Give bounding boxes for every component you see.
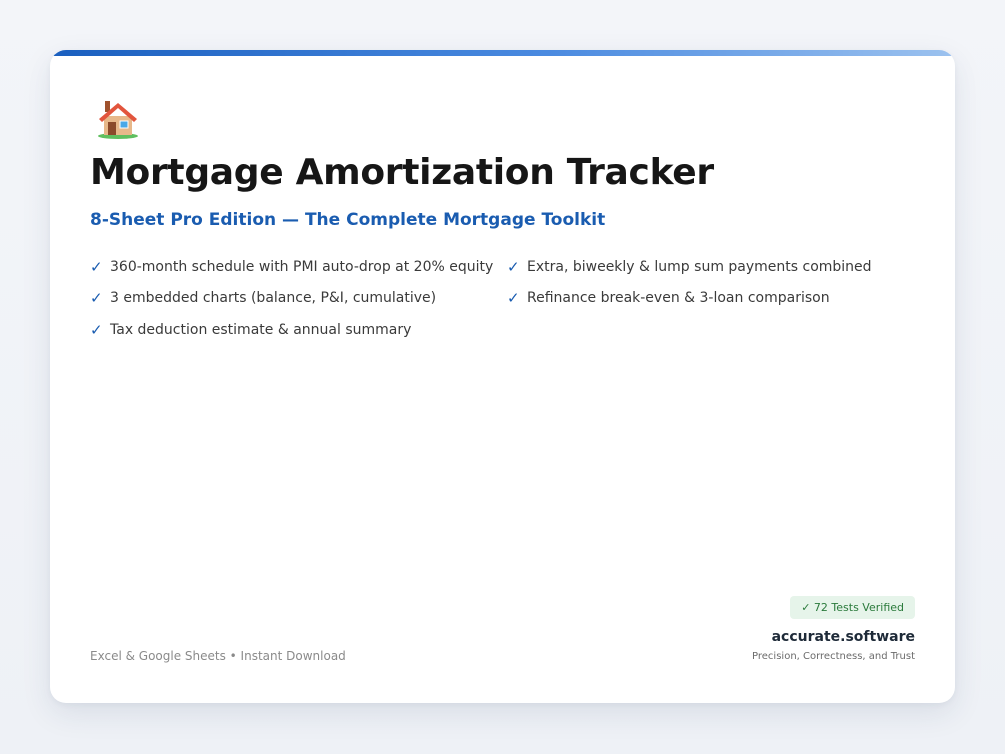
check-icon: ✓ [90,258,103,276]
check-icon: ✓ [90,289,103,307]
feature-item [90,258,493,276]
brand-name: accurate.software [771,629,915,645]
feature-item [507,258,872,276]
feature-label: Tax deduction estimate & annual summary [110,322,412,338]
feature-label: Refinance break-even & 3-loan comparison [527,290,830,306]
tests-verified-badge: ✓ 72 Tests Verified [790,596,915,619]
check-icon: ✓ [507,258,520,276]
page-subtitle: 8-Sheet Pro Edition — The Complete Mortgage Toolkit [90,210,606,230]
feature-label: 360-month schedule with PMI auto-drop at 20% equity [110,259,494,275]
feature-item [507,289,830,307]
check-icon: ✓ [90,321,103,339]
feature-label: 3 embedded charts (balance, P&I, cumulative) [110,290,437,306]
product-card [50,50,955,703]
feature-item [90,321,411,339]
house-icon [96,98,140,140]
brand-tagline: Precision, Correctness, and Trust [752,651,915,662]
page-title: Mortgage Amortization Tracker [90,152,714,193]
platforms-note: Excel & Google Sheets • Instant Download [90,649,346,663]
feature-label: Extra, biweekly & lump sum payments combined [527,259,872,275]
feature-item [90,289,436,307]
accent-bar [50,50,955,56]
check-icon: ✓ [507,289,520,307]
